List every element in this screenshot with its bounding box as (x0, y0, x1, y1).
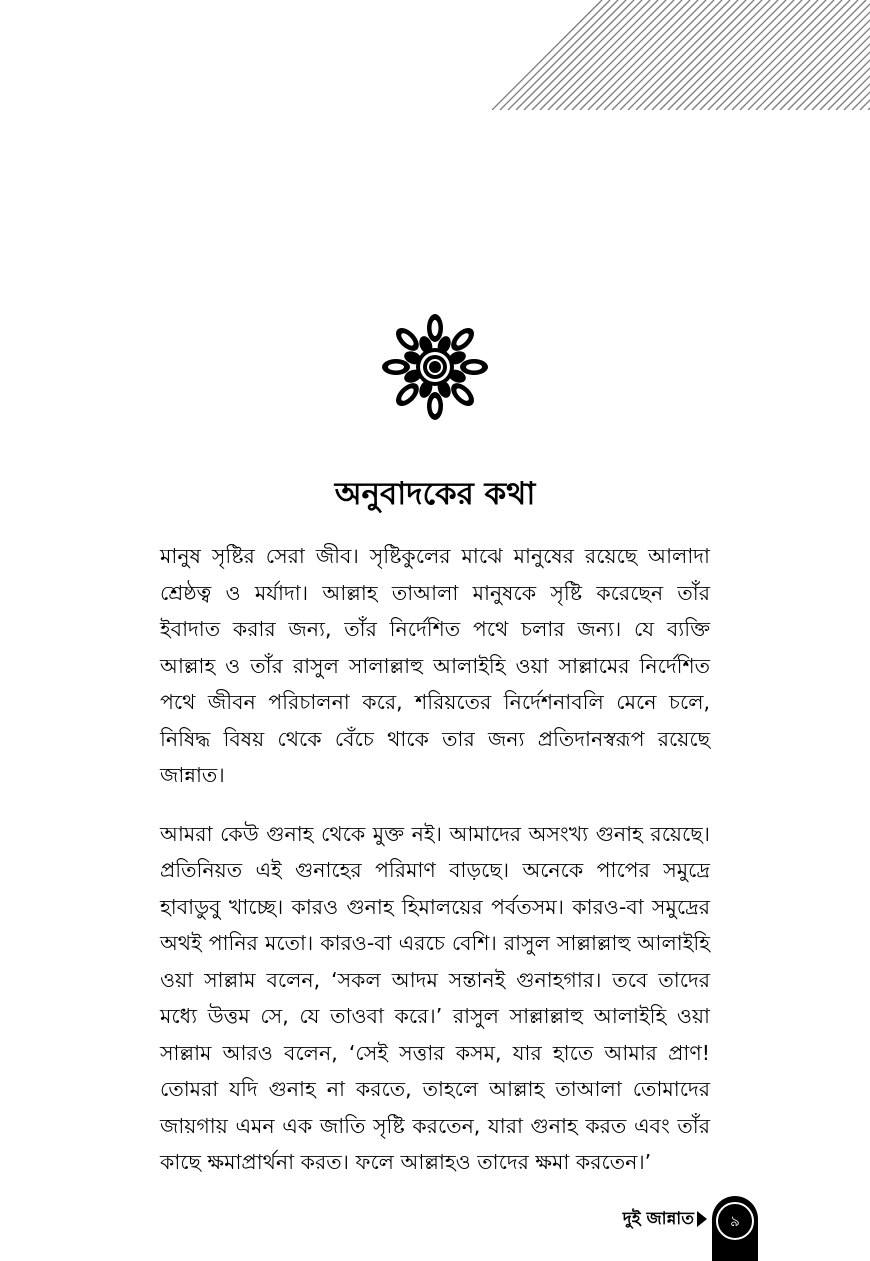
page-title: অনুবাদকের কথা (334, 476, 536, 512)
footer-book-title: দুই জান্নাত (622, 1209, 694, 1229)
page-number-tab (712, 1196, 758, 1261)
page-number: ৯ (716, 1202, 754, 1240)
diagonal-hatch-decoration (492, 0, 870, 110)
flower-ornament-icon (380, 312, 490, 422)
paragraph-2: আমরা কেউ গুনাহ থেকে মুক্ত নই। আমাদের অসংখ্য গুনাহ রয়েছে। প্রতিনিয়ত এই গুনাহের পরিমাণ বাড়ছে। অনেকে পাপের সমুদ্রে হাবাডুবু খাচ্ছে। কারও গুনাহ হিমালয়ের পর্বতসম। কারও-বা সমুদ্রের অথই পানির মতো। কারও-বা এরচে বেশি। রাসুল সাল্লাল্লাহু আলাইহি ওয়া সাল্লাম বলেন, ‘সকল আদম সন্তানই গুনাহগার। তবে তাদের মধ্যে উত্তম সে, যে তাওবা করে।’ রাসুল সাল্লাল্লাহু আলাইহি ওয়া সাল্লাম আরও বলেন, ‘সেই সত্তার কসম, যার হাতে আমার প্রাণ! তোমরা যদি গুনাহ না করতে, তাহলে আল্লাহ তাআলা তোমাদের জায়গায় এমন এক জাতি সৃষ্টি করতেন, যারা গুনাহ করত এবং তাঁর কাছে ক্ষমাপ্রার্থনা করত। ফলে আল্লাহও তাদের ক্ষমা করতেন।’ (160, 821, 710, 1174)
paragraph-1: মানুষ সৃষ্টির সেরা জীব। সৃষ্টিকুলের মাঝে মানুষের রয়েছে আলাদা শ্রেষ্ঠত্ব ও মর্যাদা। আল্লাহ তাআলা মানুষকে সৃষ্টি করেছেন তাঁর ইবাদাত করার জন্য, তাঁর নির্দেশিত পথে চলার জন্য। যে ব্যক্তি আল্লাহ ও তাঁর রাসুল সালাল্লাহু আলাইহি ওয়া সাল্লামের নির্দেশিত পথে জীবন পরিচালনা করে, শরিয়তের নির্দেশনাবলি মেনে চলে, নিষিদ্ধ বিষয় থেকে বেঁচে থাকে তার জন্য প্রতিদানস্বরূপ রয়েছে জান্নাত। (160, 544, 710, 787)
body-text (160, 538, 710, 1203)
triangle-right-icon (697, 1211, 707, 1227)
